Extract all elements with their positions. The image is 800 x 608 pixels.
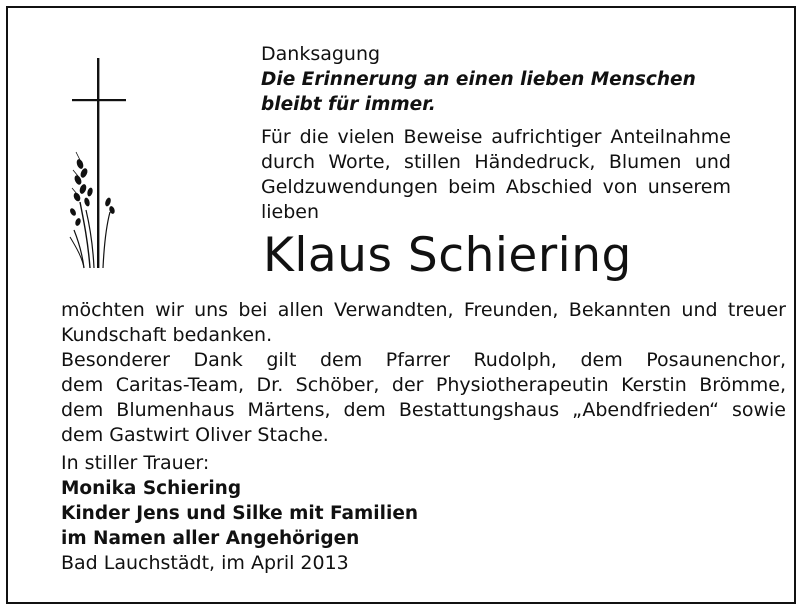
body-line: Besonderer Dank gilt dem Pfarrer Rudolph, dem Posaunenchor, bbox=[61, 349, 786, 371]
notice-heading: Danksagung bbox=[261, 43, 381, 65]
body-line: möchten wir uns bei allen Verwandten, Freunden, Bekannten und treuer bbox=[61, 299, 786, 321]
signatory: Kinder Jens und Silke mit Familien bbox=[61, 503, 419, 524]
signatory: im Namen aller Angehörigen bbox=[61, 528, 360, 549]
quote-line: Die Erinnerung an einen lieben Menschen bbox=[261, 69, 696, 90]
place-date: Bad Lauchstädt, im April 2013 bbox=[61, 552, 349, 574]
obituary-notice bbox=[6, 6, 796, 604]
quote-line: bleibt für immer. bbox=[261, 94, 436, 115]
intro-line: lieben bbox=[261, 201, 320, 223]
deceased-name: Klaus Schiering bbox=[263, 228, 632, 283]
body-line: dem Caritas-Team, Dr. Schöber, der Physiotherapeutin Kerstin Brömme, bbox=[61, 374, 786, 396]
body-line: dem Blumenhaus Märtens, dem Bestattungshaus „Abendfrieden“ sowie bbox=[61, 399, 786, 421]
intro-paragraph bbox=[261, 125, 731, 225]
signature-block bbox=[61, 451, 581, 576]
thanks-paragraph bbox=[61, 298, 786, 448]
intro-line: durch Worte, stillen Händedruck, Blumen und bbox=[261, 151, 731, 173]
notice-header bbox=[261, 42, 793, 117]
body-line: Kundschaft bedanken. bbox=[61, 324, 273, 346]
intro-line: Für die vielen Beweise aufrichtiger Anteilnahme bbox=[261, 126, 731, 148]
body-line: dem Gastwirt Oliver Stache. bbox=[61, 424, 329, 446]
cross-with-wheat-icon bbox=[68, 52, 130, 272]
signatory: Monika Schiering bbox=[61, 478, 242, 499]
intro-line: Geldzuwendungen beim Abschied von unserem bbox=[261, 176, 731, 198]
mourning-label: In stiller Trauer: bbox=[61, 452, 210, 474]
